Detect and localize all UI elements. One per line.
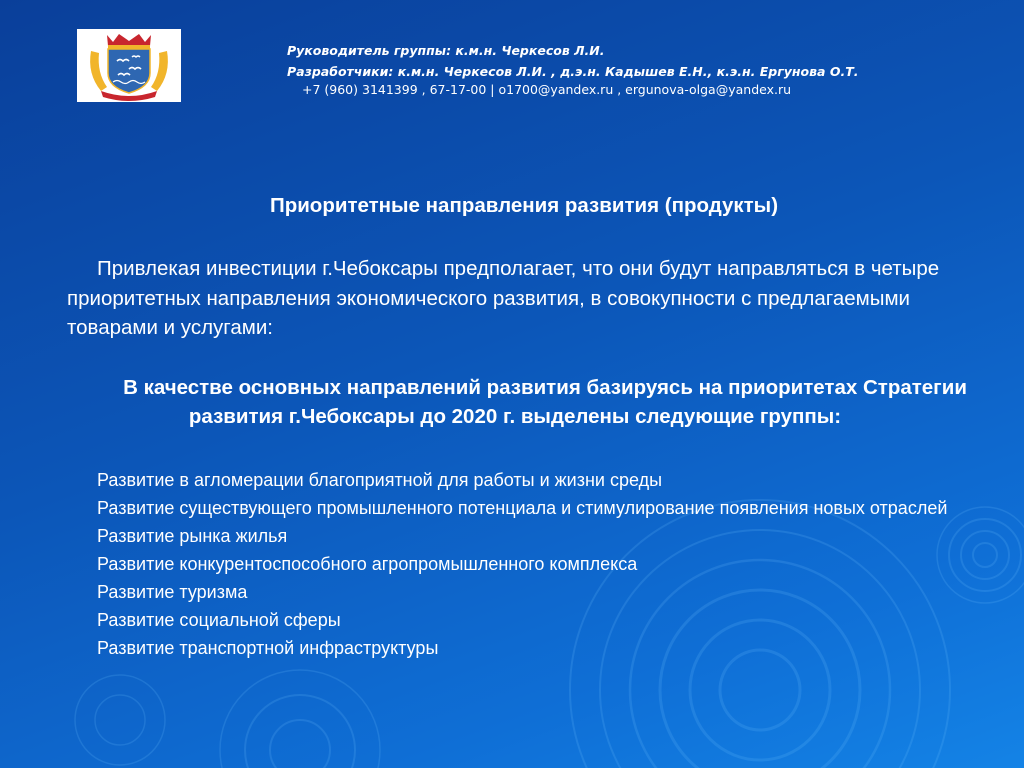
intro-paragraph	[67, 254, 947, 343]
contacts-line: +7 (960) 3141399 , 67-17-00 | o1700@yandex.ru , ergunova-olga@yandex.ru	[302, 82, 792, 97]
list-item: Развитие туризма	[97, 582, 248, 602]
slide-header	[287, 40, 987, 98]
group-leader: Руководитель группы: к.м.н. Черкесов Л.И.	[287, 43, 605, 58]
city-coat-of-arms-logo	[77, 29, 181, 102]
groups-list	[67, 466, 967, 662]
groups-heading	[60, 373, 970, 431]
slide-title: Приоритетные направления развития (продукты)	[269, 194, 779, 217]
groups-heading-text: В качестве основных направлений развития базируясь на приоритетах Стратегии развития г.Чебоксары до 2020 г. выделены следующие группы:	[123, 376, 967, 428]
list-item: Развитие социальной сферы	[97, 610, 341, 630]
list-item: Развитие в агломерации благоприятной для работы и жизни среды	[97, 470, 663, 490]
developers-line: Разработчики: к.м.н. Черкесов Л.И. , д.э.н. Кадышев Е.Н., к.э.н. Ергунова О.Т.	[287, 64, 859, 79]
list-item: Развитие рынка жилья	[97, 526, 288, 546]
list-item: Развитие конкурентоспособного агропромышленного комплекса	[97, 554, 638, 574]
list-item	[67, 494, 967, 522]
list-item: Развитие транспортной инфраструктуры	[97, 638, 439, 658]
list-item-text: Развитие существующего промышленного потенциала и стимулирование появления новых отраслей	[97, 498, 948, 518]
chuvash-cheboksary-coat-of-arms-icon	[77, 29, 181, 102]
intro-text: Привлекая инвестиции г.Чебоксары предполагает, что они будут направляться в четыре приоритетных направления экономического развития, в совокупности с предлагаемыми товарами и услугами:	[67, 257, 940, 339]
